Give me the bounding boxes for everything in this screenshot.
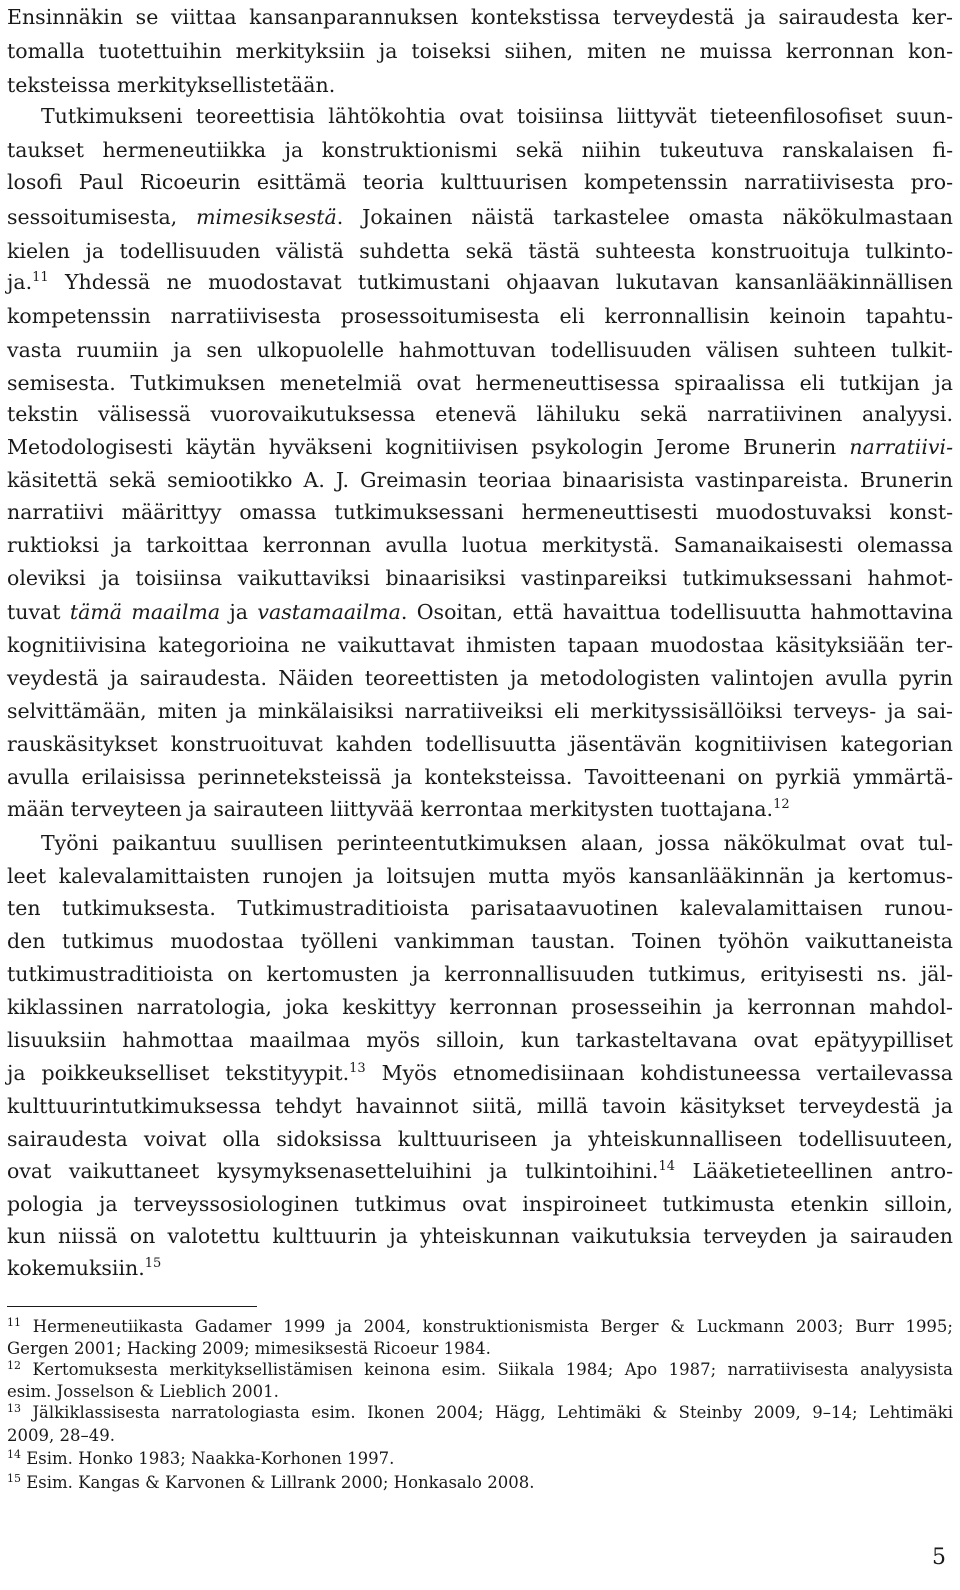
text-span: oleviksi ja toisiinsa vaikuttaviksi binaarisiksi vastinpareiksi tutkimuksessani hahmot- xyxy=(7,566,953,590)
text-span: esim. Josselson & Lieblich 2001. xyxy=(7,1382,279,1401)
text-span: Hermeneutiikasta Gadamer 1999 ja 2004, konstruktionismista Berger & Luckmann 2003; Burr 1995; xyxy=(21,1317,953,1336)
footnote-line xyxy=(7,1402,953,1424)
text-span: avulla erilaisissa perinneteksteissä ja konteksteissa. Tavoitteenani on pyrkiä ymmärtä- xyxy=(7,765,953,789)
text-span: ja. xyxy=(7,270,33,294)
footnote-reference: 12 xyxy=(773,797,790,812)
text-span: rauskäsitykset konstruoituvat kahden todellisuutta jäsentävän kognitiivisen kategorian xyxy=(7,732,953,756)
text-span: Jälkiklassisesta narratologiasta esim. Ikonen 2004; Hägg, Lehtimäki & Steinby 2009, 9–14; Lehtimäki xyxy=(21,1403,953,1422)
text-span: Gergen 2001; Hacking 2009; mimesiksestä Ricoeur 1984. xyxy=(7,1339,491,1358)
text-span: Esim. Honko 1983; Naakka-Korhonen 1997. xyxy=(21,1449,395,1468)
body-line xyxy=(7,532,953,558)
footnote-number: 11 xyxy=(7,1316,21,1329)
footnote-line xyxy=(7,1472,953,1494)
text-span: ja xyxy=(220,600,258,624)
text-span: Tutkimukseni teoreettisia lähtökohtia ovat toisiinsa liittyvät tieteenfilosofiset suun- xyxy=(41,104,953,128)
text-span: pologia ja terveyssosiologinen tutkimus ovat inspiroineet tutkimusta etenkin silloin, xyxy=(7,1192,953,1216)
body-line xyxy=(7,370,953,396)
text-span: kiklassinen narratologia, joka keskittyy kerronnan prosesseihin ja kerronnan mahdol- xyxy=(7,995,953,1019)
text-span: tekstin välisessä vuorovaikutuksessa etenevä lähiluku sekä narratiivinen analyysi. xyxy=(7,402,953,426)
text-span: ruktioksi ja tarkoittaa kerronnan avulla luotua merkitystä. Samanaikaisesti olemassa xyxy=(7,533,953,557)
body-line xyxy=(7,4,953,30)
body-line xyxy=(7,764,953,790)
text-span: ten tutkimuksesta. Tutkimustraditioista parisataavuotinen kalevalamittaisen runou- xyxy=(7,896,953,920)
body-line xyxy=(7,632,953,658)
body-line xyxy=(7,796,953,822)
footnote-reference: 11 xyxy=(32,270,49,285)
text-span: kognitiivisina kategorioina ne vaikuttavat ihmisten tapaan muodostaa käsityksiään ter- xyxy=(7,633,953,657)
body-line xyxy=(7,1126,953,1152)
footnote-number: 14 xyxy=(7,1448,21,1461)
text-span: kun niissä on valotettu kulttuurin ja yhteiskunnan vaikutuksia terveyden ja sairauden xyxy=(7,1224,953,1248)
text-span: Esim. Kangas & Karvonen & Lillrank 2000; Honkasalo 2008. xyxy=(21,1473,535,1492)
footnote-separator xyxy=(7,1306,257,1307)
footnote-reference: 14 xyxy=(658,1159,675,1174)
footnote-line xyxy=(7,1448,953,1470)
italic-term: vastamaailma xyxy=(257,600,401,624)
text-span: Ensinnäkin se viittaa kansanparannuksen kontekstissa terveydestä ja sairaudesta ker- xyxy=(7,5,953,29)
text-span: sairaudesta voivat olla sidoksissa kulttuuriseen ja yhteiskunnalliseen todellisuuteen, xyxy=(7,1127,953,1151)
body-line xyxy=(7,137,953,163)
text-span: . Jokainen näistä tarkastelee omasta näkökulmastaan xyxy=(336,205,953,229)
text-span: ovat vaikuttaneet kysymyksenasetteluihini ja tulkintoihini. xyxy=(7,1159,659,1183)
body-line xyxy=(7,269,953,295)
footnote-number: 13 xyxy=(7,1402,21,1415)
text-span: den tutkimus muodostaa työlleni vankimman taustan. Toinen työhön vaikuttaneista xyxy=(7,929,953,953)
text-span: Metodologisesti käytän hyväkseni kognitiivisen psykologin Jerome Brunerin xyxy=(7,435,850,459)
text-span: taukset hermeneutiikka ja konstruktionismi sekä niihin tukeutuva ranskalaisen fi- xyxy=(7,138,953,162)
text-span: kulttuurintutkimuksessa tehdyt havainnot siitä, millä tavoin käsitykset terveydestä ja xyxy=(7,1094,953,1118)
text-span: tutkimustraditioista on kertomusten ja kerronnallisuuden tutkimus, erityisesti ns. jäl- xyxy=(7,962,953,986)
body-line xyxy=(7,1027,953,1053)
body-line xyxy=(7,665,953,691)
body-line xyxy=(7,1223,953,1249)
footnote-line xyxy=(7,1425,953,1447)
page-number: 5 xyxy=(932,1545,946,1570)
body-line xyxy=(7,169,953,195)
footnote-line xyxy=(7,1359,953,1381)
body-line xyxy=(7,1191,953,1217)
text-span: kielen ja todellisuuden välistä suhdetta sekä tästä suhteesta konstruoituja tulkinto- xyxy=(7,239,953,263)
body-line xyxy=(7,994,953,1020)
body-line xyxy=(7,961,953,987)
body-line xyxy=(41,103,953,129)
body-line xyxy=(7,1093,953,1119)
body-line xyxy=(7,38,953,64)
footnote-reference: 15 xyxy=(144,1256,162,1271)
body-line xyxy=(7,1158,953,1184)
text-span: . Osoitan, että havaittua todellisuutta hahmottavina xyxy=(400,600,953,624)
text-span: Yhdessä ne muodostavat tutkimustani ohjaavan lukutavan kansanlääkinnällisen xyxy=(48,270,953,294)
body-line xyxy=(7,928,953,954)
text-span: semisesta. Tutkimuksen menetelmiä ovat hermeneuttisessa spiraalissa eli tutkijan ja xyxy=(7,371,953,395)
body-line xyxy=(7,731,953,757)
text-span: vasta ruumiin ja sen ulkopuolelle hahmottuvan todellisuuden välisen suhteen tulkit- xyxy=(7,338,953,362)
text-span: lisuuksiin hahmottaa maailmaa myös silloin, kun tarkasteltavana ovat epätyypilliset xyxy=(7,1028,953,1052)
footnote-line xyxy=(7,1381,953,1403)
italic-term: tämä maailma xyxy=(69,600,221,624)
text-span: kokemuksiin. xyxy=(7,1256,145,1280)
footnote-line xyxy=(7,1338,953,1360)
footnote-reference: 13 xyxy=(349,1061,366,1076)
text-span: ja poikkeukselliset tekstityypit. xyxy=(7,1061,350,1085)
text-span: narratiivi määrittyy omassa tutkimuksessani hermeneuttisesti muodostuvaksi konst- xyxy=(7,500,953,524)
text-span: Lääketieteellinen antro- xyxy=(675,1159,953,1183)
footnote-number: 12 xyxy=(7,1359,21,1372)
text-span: leet kalevalamittaisten runojen ja loitsujen mutta myös kansanlääkinnän ja kertomus- xyxy=(7,864,953,888)
italic-term: mimesiksestä xyxy=(196,205,337,229)
text-span: kompetenssin narratiivisesta prosessoitumisesta eli kerronnallisin keinoin tapahtu- xyxy=(7,304,953,328)
body-line xyxy=(7,238,953,264)
text-span: Kertomuksesta merkityksellistämisen keinona esim. Siikala 1984; Apo 1987; narratiivisesta analyysista xyxy=(21,1360,953,1379)
body-line xyxy=(7,401,953,427)
text-span: mään terveyteen ja sairauteen liittyvää kerrontaa merkitysten tuottajana. xyxy=(7,797,774,821)
body-line xyxy=(7,303,953,329)
text-span: Työni paikantuu suullisen perinteentutkimuksen alaan, jossa näkökulmat ovat tul- xyxy=(41,831,953,855)
text-span: veydestä ja sairaudesta. Näiden teoreettisten ja metodologisten valintojen avulla pyrin xyxy=(7,666,953,690)
text-span: tuvat xyxy=(7,600,70,624)
text-span: 2009, 28–49. xyxy=(7,1426,115,1445)
body-line xyxy=(7,337,953,363)
body-line xyxy=(7,565,953,591)
body-line xyxy=(41,830,953,856)
text-span: losofi Paul Ricoeurin esittämä teoria kulttuurisen kompetenssin narratiivisesta pro- xyxy=(7,170,953,194)
body-line xyxy=(7,499,953,525)
text-span: sessoitumisesta, xyxy=(7,205,197,229)
body-line xyxy=(7,467,953,493)
body-line xyxy=(7,204,953,230)
italic-term: narratiivi- xyxy=(849,435,953,459)
body-line xyxy=(7,434,953,460)
body-line xyxy=(7,1060,953,1086)
body-line xyxy=(7,895,953,921)
body-line xyxy=(7,863,953,889)
text-span: tomalla tuotettuihin merkityksiin ja toiseksi siihen, miten ne muissa kerronnan kon- xyxy=(7,39,953,63)
body-line xyxy=(7,599,953,625)
text-span: käsitettä sekä semiootikko A. J. Greimasin teoriaa binaarisista vastinpareista. Brunerin xyxy=(7,468,953,492)
text-span: Myös etnomedisiinaan kohdistuneessa vertailevassa xyxy=(365,1061,953,1085)
body-line xyxy=(7,1255,953,1281)
footnote-number: 15 xyxy=(7,1472,21,1485)
text-span: selvittämään, miten ja minkälaisiksi narratiiveiksi eli merkityssisällöiksi terveys- ja sai- xyxy=(7,699,953,723)
footnote-line xyxy=(7,1316,953,1338)
text-span: teksteissa merkityksellistetään. xyxy=(7,73,336,97)
body-line xyxy=(7,698,953,724)
body-line xyxy=(7,72,953,98)
